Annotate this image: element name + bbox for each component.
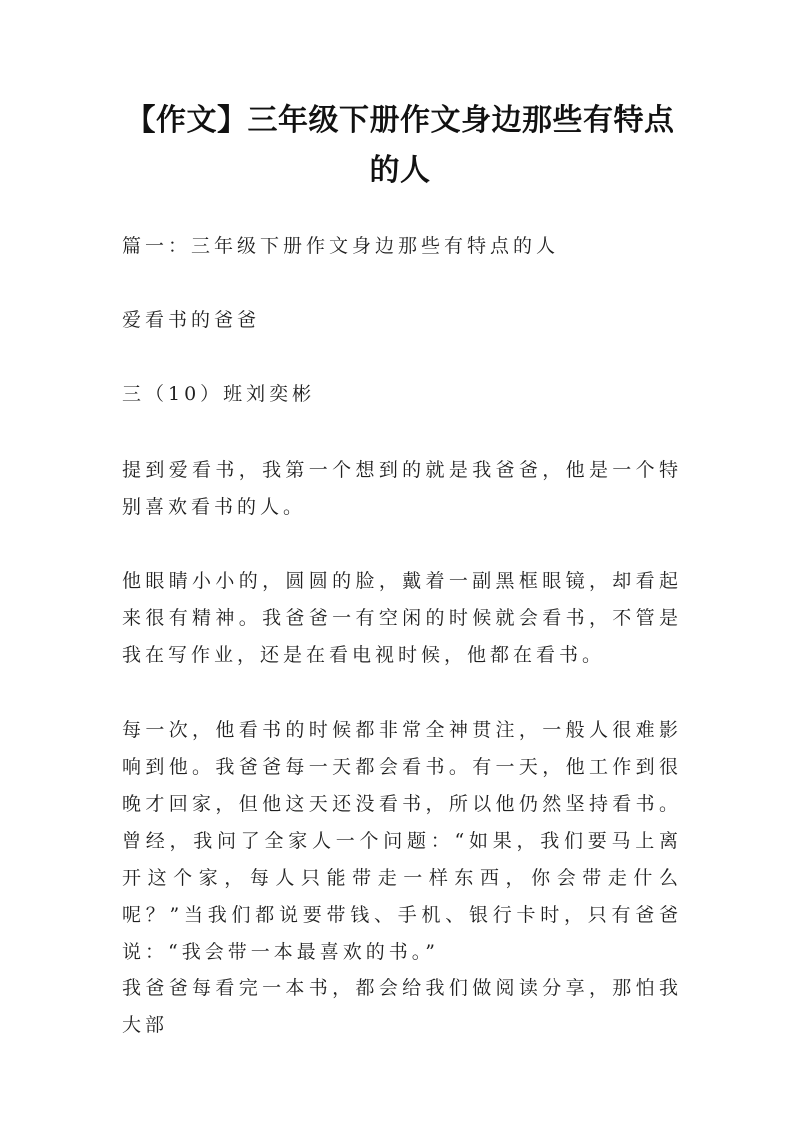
paragraph: 提到爱看书，我第一个想到的就是我爸爸，他是一个特别喜欢看书的人。 — [122, 459, 682, 518]
author-line: 三（10）班刘奕彬 — [122, 383, 316, 405]
paragraph: 每一次，他看书的时候都非常全神贯注，一般人很难影响到他。我爸爸每一天都会看书。有一天，他工作到很晚才回家，但他这天还没看书，所以他仍然坚持看书。曾经，我问了全家人一个问题：“如果，我们要马上离开这个家，每人只能带走一样东西，你会带走什么呢？”当我们都说要带钱、手机、银行卡时，只有爸爸说：“我会带一本最喜欢的书。” — [122, 719, 682, 963]
paragraph: 他眼睛小小的，圆圆的脸，戴着一副黑框眼镜，却看起来很有精神。我爸爸一有空闲的时候就会看书，不管是我在写作业，还是在看电视时候，他都在看书。 — [122, 570, 682, 666]
essay-title: 爱看书的爸爸 — [122, 309, 261, 331]
paragraph: 我爸爸每看完一本书，都会给我们做阅读分享，那怕我大部 — [122, 977, 682, 1036]
document-title: 【作文】三年级下册作文身边那些有特点的人 — [125, 103, 675, 188]
section-heading: 篇一：三年级下册作文身边那些有特点的人 — [122, 235, 560, 257]
